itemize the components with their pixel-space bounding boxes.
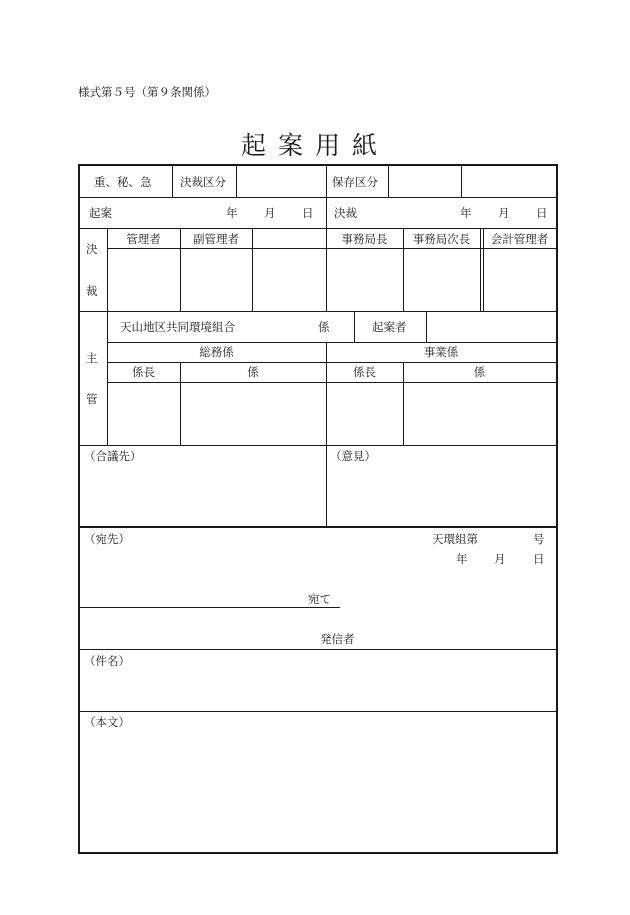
- approver-secretary-general: 事務局長: [341, 232, 388, 246]
- letter-day: 日: [533, 552, 545, 566]
- section-suffix: 係: [318, 320, 330, 334]
- col-divider: [326, 445, 327, 526]
- row-divider: [80, 445, 556, 446]
- business-chief: 係長: [353, 365, 376, 379]
- drafted-month: 月: [264, 206, 276, 220]
- body-label: （本文）: [84, 715, 130, 729]
- col-divider: [326, 166, 327, 197]
- to-suffix: 宛て: [308, 592, 331, 606]
- approver-deputy-secretary: 事務局次長: [412, 232, 471, 246]
- doc-number-prefix: 天環組第: [432, 532, 478, 546]
- col-divider: [252, 228, 253, 311]
- approver-deputy-manager: 副管理者: [193, 232, 239, 246]
- col-divider: [388, 166, 389, 197]
- business-section: 事業係: [423, 345, 459, 359]
- approver-accounting-manager: 会計管理者: [490, 232, 549, 246]
- drafted-year: 年: [226, 206, 238, 220]
- form-title: 起案用紙: [240, 131, 389, 160]
- retention-category-label: 保存区分: [332, 175, 378, 189]
- approval-label-top: 決: [86, 242, 98, 256]
- organization-name: 天山地区共同環境組合: [120, 320, 235, 334]
- general-chief: 係長: [132, 365, 155, 379]
- addressee-label: （宛先）: [84, 532, 130, 546]
- opinion-label: （意見）: [330, 449, 376, 463]
- letter-month: 月: [494, 552, 506, 566]
- co-signers-label: （合議先）: [84, 449, 142, 463]
- sender-label: 発信者: [320, 632, 355, 646]
- decided-year: 年: [460, 206, 472, 220]
- responsible-label-bottom: 管: [86, 392, 98, 406]
- row-divider: [80, 711, 556, 712]
- col-divider: [172, 166, 173, 197]
- row-divider: [107, 382, 556, 383]
- business-staff: 係: [473, 365, 486, 379]
- subject-label: （件名）: [84, 654, 130, 668]
- row-divider: [107, 248, 556, 249]
- col-divider: [354, 311, 355, 342]
- row-divider: [80, 197, 556, 198]
- form-style-note: 様式第５号（第９条関係）: [78, 85, 216, 99]
- priority-label: 重、秘、急: [94, 175, 152, 189]
- approver-manager: 管理者: [126, 232, 161, 246]
- form-frame: [78, 164, 558, 854]
- drafter-label: 起案者: [372, 320, 407, 334]
- col-divider: [426, 311, 427, 342]
- col-divider: [461, 166, 462, 197]
- col-divider: [326, 197, 327, 228]
- general-staff: 係: [247, 365, 259, 379]
- approval-label-bottom: 裁: [86, 284, 98, 298]
- row-divider: [107, 342, 556, 343]
- addressee-underline: [80, 607, 340, 608]
- letter-year: 年: [456, 552, 468, 566]
- col-divider: [236, 166, 237, 197]
- row-divider: [80, 228, 556, 229]
- doc-number-suffix: 号: [533, 532, 545, 546]
- row-divider: [107, 362, 556, 363]
- drafted-label: 起案: [89, 206, 112, 220]
- decided-day: 日: [536, 206, 548, 220]
- col-divider: [480, 228, 481, 311]
- row-divider: [80, 649, 556, 650]
- general-affairs-section: 総務係: [199, 345, 234, 359]
- decided-label: 決裁: [334, 206, 357, 220]
- decision-category-label: 決裁区分: [180, 175, 226, 189]
- section-divider: [80, 526, 556, 528]
- responsible-label-top: 主: [86, 351, 98, 365]
- row-divider: [80, 311, 556, 312]
- decided-month: 月: [498, 206, 510, 220]
- drafted-day: 日: [302, 206, 314, 220]
